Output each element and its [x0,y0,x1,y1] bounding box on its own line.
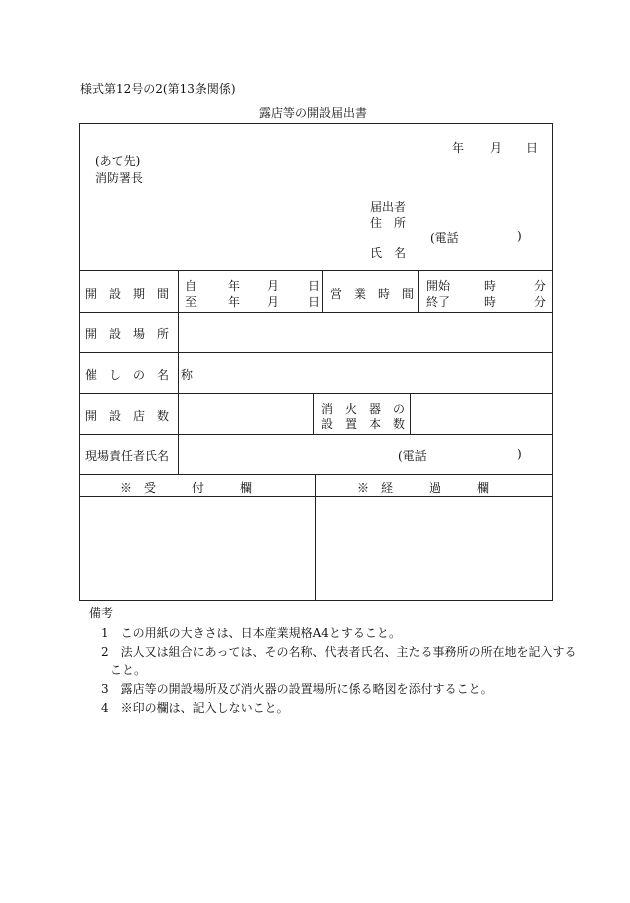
event-name-field[interactable] [180,354,551,392]
notes-heading: 備考 [89,606,114,620]
date-month-label: 月 [490,141,503,155]
applicant-heading: 届出者 [370,200,407,214]
applicant-phone-label: (電話 [430,231,459,245]
addressee-prefix: (あて先) [95,154,141,168]
period-to: 至 [185,295,198,309]
hours-start-minute: 分 [534,279,547,293]
location-label: 開 設 場 所 [85,327,170,341]
note-item-2: 2 法人又は組合にあっては、その名称、代表者氏名、主たる事務所の所在地を記入する [101,645,577,659]
date-day-label: 日 [526,141,539,155]
manager-phone-close: ) [517,447,522,461]
hours-end-minute: 分 [534,295,547,309]
location-field[interactable] [180,314,551,351]
progress-label: ※ 経 過 欄 [357,481,490,495]
period-from-day: 日 [308,279,321,293]
applicant-phone-close: ) [517,229,522,243]
form-number: 様式第12号の2(第13条関係) [80,82,236,96]
period-from-year: 年 [228,279,241,293]
period-from-month: 月 [267,279,280,293]
period-from: 自 [185,279,198,293]
note-item-4: 4 ※印の欄は、記入しないこと。 [101,701,289,715]
stall-count-label: 開 設 店 数 [85,409,170,423]
hours-start-hour: 時 [484,279,497,293]
hours-end: 終了 [426,295,451,309]
event-name-label: 催 し の 名 称 [85,368,194,382]
stall-count-field[interactable] [180,395,312,433]
applicant-address-label: 住 所 [370,216,407,230]
reception-area [81,498,314,599]
period-to-year: 年 [228,295,241,309]
period-to-month: 月 [267,295,280,309]
period-label: 開 設 期 間 [85,287,170,301]
extinguisher-label-1: 消 火 器 の [321,402,406,416]
note-item-3: 3 露店等の開設場所及び消火器の設置場所に係る略図を添付すること。 [101,682,493,696]
date-year-label: 年 [452,141,465,155]
manager-label: 現場責任者氏名 [85,449,170,463]
manager-phone-label: (電話 [398,449,427,463]
hours-end-hour: 時 [484,295,497,309]
extinguisher-label-2: 設 置 本 数 [321,417,406,431]
form-title: 露店等の開設届出書 [259,106,368,120]
business-hours-label: 営 業 時 間 [330,287,415,301]
progress-area [317,498,551,599]
applicant-name-label: 氏 名 [370,246,407,260]
reception-label: ※ 受 付 欄 [120,481,253,495]
hours-start: 開始 [426,279,451,293]
addressee-name: 消防署長 [95,171,144,185]
note-item-2-cont: こと。 [110,663,147,677]
extinguisher-count-field[interactable] [412,395,551,433]
period-to-day: 日 [308,295,321,309]
note-item-1: 1 この用紙の大きさは、日本産業規格A4とすること。 [101,626,401,640]
